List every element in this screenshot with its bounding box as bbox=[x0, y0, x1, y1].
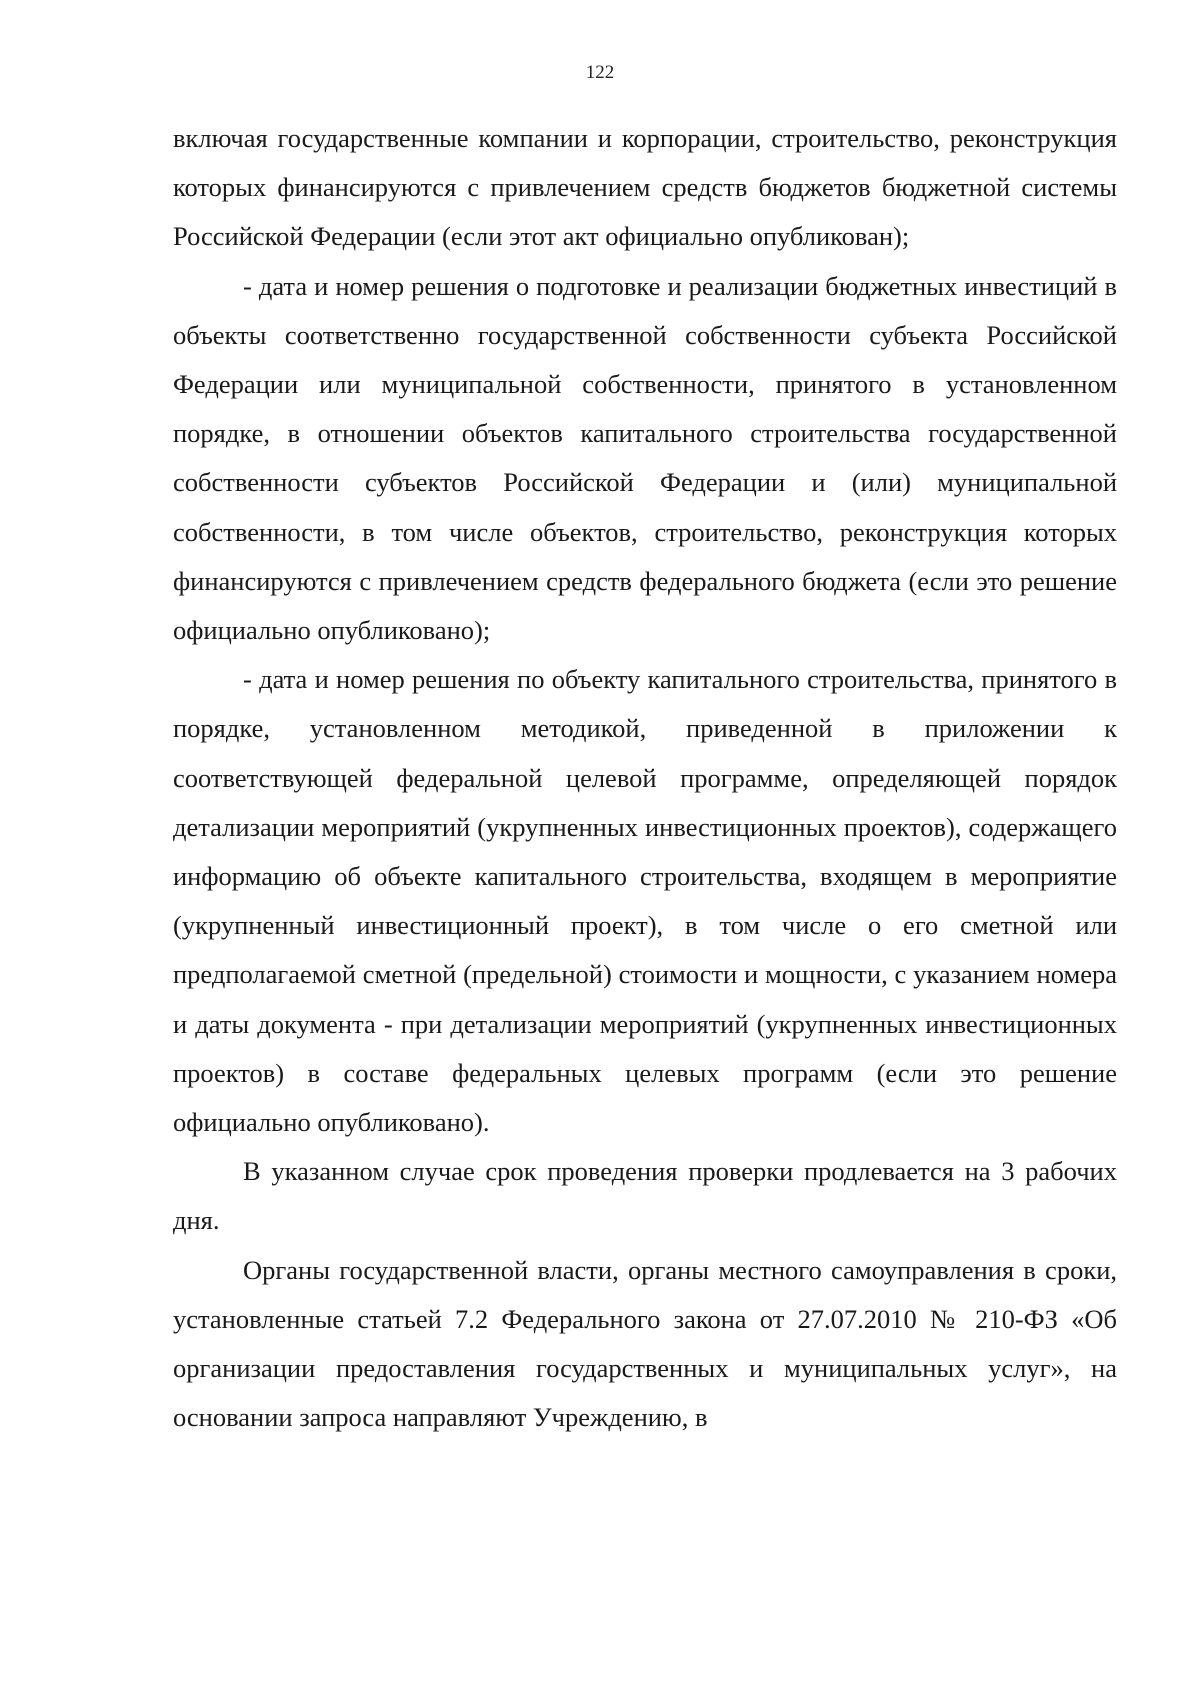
paragraph-capital-construction-decision: - дата и номер решения по объекту капитального строительства, принятого в порядке, установленном методикой, приведенной в приложении к соответствующей федеральной целевой программе, определяющей порядок детализации мероприятий (укрупненных инвестиционных проектов), содержащего информацию об объекте капитального строительства, входящем в мероприятие (укрупненный инвестиционный проект), в том числе о его сметной или предполагаемой сметной (предельной) стоимости и мощности, с указанием номера и даты документа - при детализации мероприятий (укрупненных инвестиционных проектов) в составе федеральных целевых программ (если это решение официально опубликовано). bbox=[173, 664, 1117, 1138]
page-number: 122 bbox=[585, 62, 615, 83]
paragraph-review-extension: В указанном случае срок проведения проверки продлевается на 3 рабочих дня. bbox=[173, 1156, 1117, 1236]
paragraph-budget-investment-decision: - дата и номер решения о подготовке и реализации бюджетных инвестиций в объекты соответственно государственной собственности субъекта Российской Федерации или муниципальной собственности, принятого в установленном порядке, в отношении объектов капитального строительства государственной собственности субъектов Российской Федерации и (или) муниципальной собственности, в том числе объектов, строительство, реконструкция которых финансируются с привлечением средств федерального бюджета (если это решение официально опубликовано); bbox=[173, 270, 1117, 646]
document-body bbox=[173, 114, 1117, 1442]
paragraph-authorities-request: Органы государственной власти, органы местного самоуправления в сроки, установленные статьей 7.2 Федерального закона от 27.07.2010 № 210-ФЗ «Об организации предоставления государственных и муниципальных услуг», на основании запроса направляют Учреждению, в bbox=[173, 1254, 1117, 1433]
paragraph-continuation: включая государственные компании и корпорации, строительство, реконструкция которых финансируются с привлечением средств бюджетов бюджетной системы Российской Федерации (если этот акт официально опубликован); bbox=[173, 123, 1117, 252]
